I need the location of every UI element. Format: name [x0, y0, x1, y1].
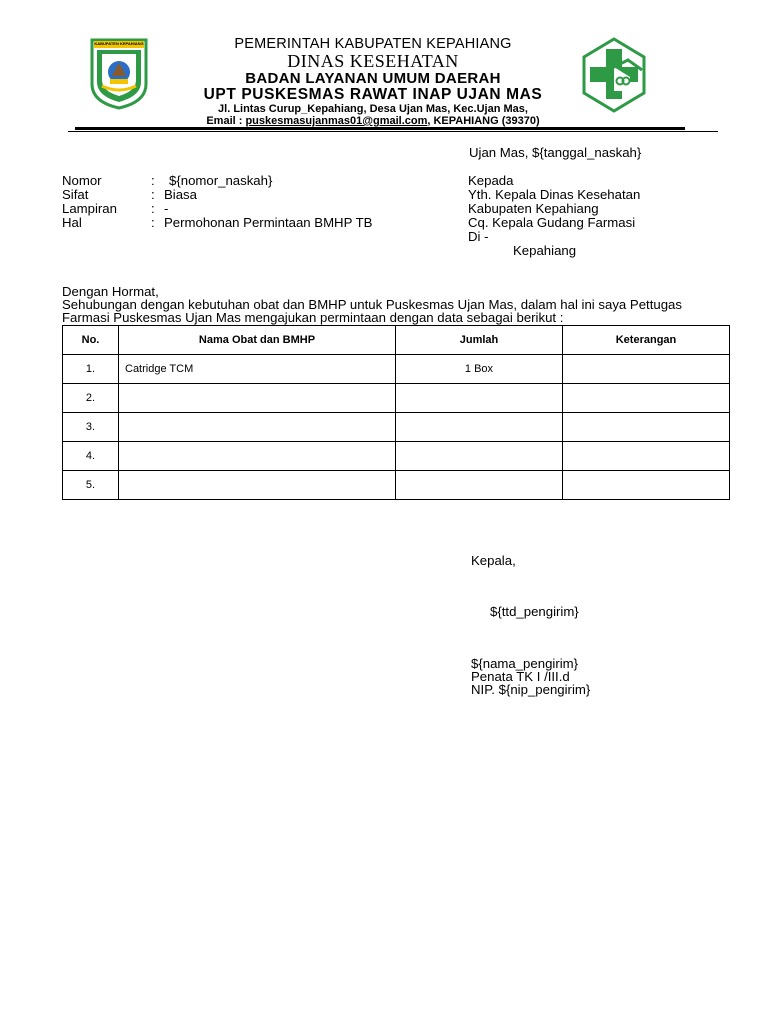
signature-name: ${nama_pengirim} — [471, 656, 579, 671]
table-row — [63, 442, 730, 471]
email-link[interactable]: puskesmasujanmas01@gmail.com — [245, 115, 428, 127]
greeting: Dengan Hormat, — [62, 284, 159, 299]
signature-rank: Penata TK I /III.d — [471, 669, 570, 684]
cell-qty — [396, 384, 563, 413]
meta-value-hal: Permohonan Permintaan BMHP TB — [164, 215, 373, 230]
letterhead-blud: BADAN LAYANAN UMUM DAERAH — [245, 70, 501, 87]
meta-sep: : — [151, 187, 155, 202]
cell-no: 1. — [63, 355, 119, 384]
meta-value-nomor: ${nomor_naskah} — [169, 173, 273, 188]
recipient-line: Yth. Kepala Dinas Kesehatan — [468, 187, 641, 202]
letterhead-institution: UPT PUSKESMAS RAWAT INAP UJAN MAS — [203, 86, 543, 103]
letterhead-divider-thick — [75, 127, 685, 130]
meta-label-lampiran: Lampiran — [62, 201, 117, 216]
logo-caption: KABUPATEN KEPAHIANG — [94, 41, 144, 46]
recipient-line: Kabupaten Kepahiang — [468, 201, 599, 216]
meta-sep: : — [151, 215, 155, 230]
meta-label-sifat: Sifat — [62, 187, 89, 202]
email-prefix: Email : — [206, 115, 246, 127]
cell-qty — [396, 471, 563, 500]
cell-qty — [396, 442, 563, 471]
cell-name — [119, 384, 396, 413]
col-header-qty: Jumlah — [396, 326, 563, 355]
table-row — [63, 413, 730, 442]
cell-name: Catridge TCM — [119, 355, 396, 384]
letter-date: Ujan Mas, ${tanggal_naskah} — [469, 145, 642, 160]
meta-value-sifat: Biasa — [164, 187, 197, 202]
table-row — [63, 384, 730, 413]
signature-title: Kepala, — [471, 553, 516, 568]
col-header-no: No. — [63, 326, 119, 355]
cell-note — [563, 413, 730, 442]
meta-sep: : — [151, 173, 155, 188]
cell-no: 3. — [63, 413, 119, 442]
table-header-row — [63, 326, 730, 355]
signature-placeholder: ${ttd_pengirim} — [490, 604, 579, 619]
cell-qty — [396, 413, 563, 442]
recipient-city: Kepahiang — [513, 243, 577, 258]
cell-qty: 1 Box — [396, 355, 563, 384]
meta-label-hal: Hal — [62, 215, 82, 230]
meta-label-nomor: Nomor — [62, 173, 102, 188]
cell-no: 4. — [63, 442, 119, 471]
cell-no: 5. — [63, 471, 119, 500]
letterhead-government: PEMERINTAH KABUPATEN KEPAHIANG — [234, 36, 512, 52]
cell-note — [563, 442, 730, 471]
body-paragraph-line: Sehubungan dengan kebutuhan obat dan BMHP untuk Puskesmas Ujan Mas, dalam hal ini saya Pettugas — [62, 297, 682, 312]
letterhead-address: Jl. Lintas Curup_Kepahiang, Desa Ujan Mas, Kec.Ujan Mas, — [218, 103, 528, 115]
meta-sep: : — [151, 201, 155, 216]
cell-name — [119, 413, 396, 442]
cell-note — [563, 355, 730, 384]
letterhead-divider-thin — [68, 131, 718, 132]
cell-name — [119, 442, 396, 471]
body-paragraph-line: Farmasi Puskesmas Ujan Mas mengajukan permintaan dengan data sebagai berikut : — [62, 310, 564, 325]
recipient-line: Kepada — [468, 173, 514, 188]
email-suffix: , KEPAHIANG (39370) — [427, 115, 540, 127]
table-row — [63, 471, 730, 500]
cell-no: 2. — [63, 384, 119, 413]
cell-name — [119, 471, 396, 500]
col-header-note: Keterangan — [563, 326, 730, 355]
letterhead-contact — [0, 115, 746, 127]
cell-note — [563, 471, 730, 500]
meta-value-lampiran: - — [164, 201, 169, 216]
cell-note — [563, 384, 730, 413]
recipient-line: Cq. Kepala Gudang Farmasi — [468, 215, 636, 230]
table-row — [63, 355, 730, 384]
letterhead-agency: DINAS KESEHATAN — [287, 51, 459, 71]
request-table — [62, 325, 730, 500]
signature-nip: NIP. ${nip_pengirim} — [471, 682, 591, 697]
col-header-name: Nama Obat dan BMHP — [119, 326, 396, 355]
recipient-line: Di - — [468, 229, 489, 244]
